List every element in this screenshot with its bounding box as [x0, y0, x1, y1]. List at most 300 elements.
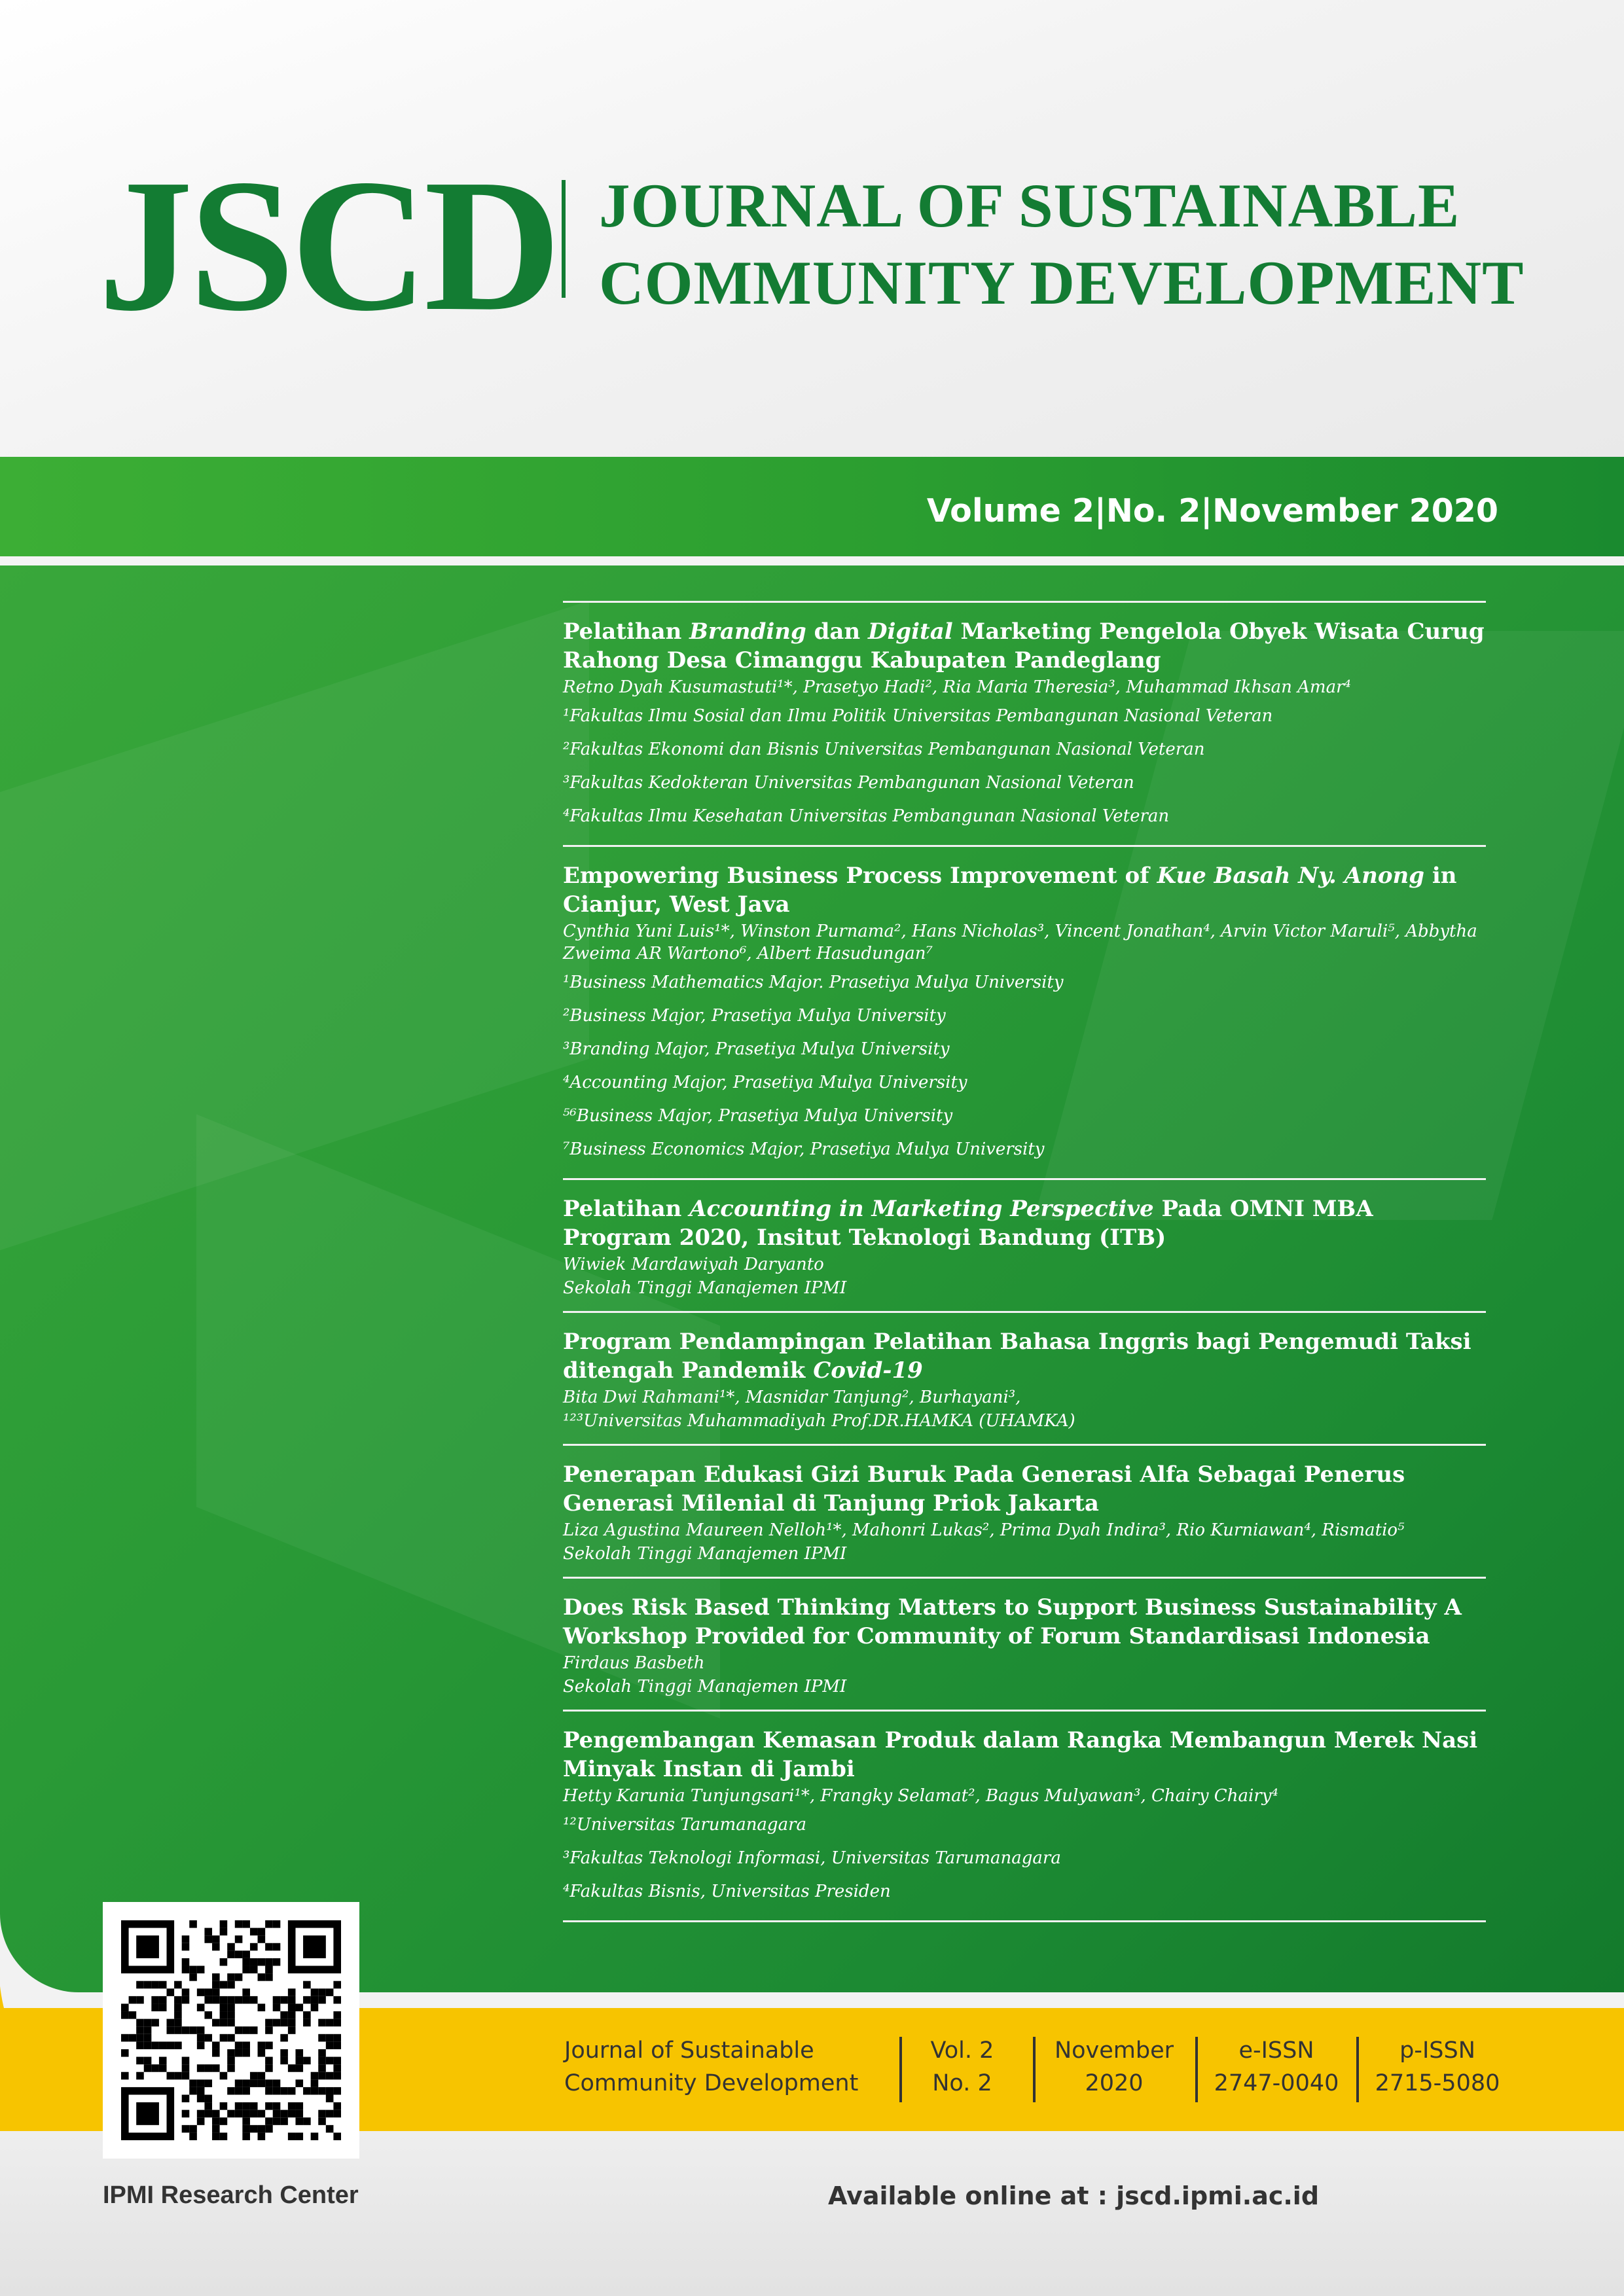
- qr-module: [197, 2026, 205, 2034]
- qr-module: [235, 2026, 243, 2034]
- qr-module: [227, 2034, 235, 2042]
- footer-divider: [1195, 2037, 1198, 2102]
- qr-module: [258, 1958, 266, 1966]
- footer-date: [1042, 2034, 1186, 2100]
- qr-module: [318, 2019, 326, 2027]
- footer-eissn-value: 2747-0040: [1214, 2070, 1339, 2096]
- qr-module: [242, 2110, 250, 2118]
- qr-module: [197, 2117, 205, 2125]
- qr-module: [273, 2079, 281, 2087]
- qr-module: [227, 2019, 235, 2027]
- journal-logo: JSCD: [98, 140, 558, 350]
- qr-module: [311, 2072, 319, 2080]
- qr-finder-core: [303, 1935, 326, 1958]
- qr-module: [227, 2011, 235, 2019]
- footer-pissn-value: 2715-5080: [1375, 2070, 1500, 2096]
- qr-module: [235, 1996, 243, 2004]
- qr-module: [159, 2041, 167, 2049]
- qr-module: [265, 2125, 273, 2133]
- qr-module: [182, 2125, 190, 2133]
- qr-module: [288, 2011, 296, 2019]
- qr-module: [167, 1988, 175, 1996]
- qr-module: [280, 2011, 288, 2019]
- qr-module: [333, 2110, 341, 2118]
- qr-module: [227, 2064, 235, 2072]
- footer-journal-line2: Community Development: [564, 2070, 859, 2096]
- qr-module: [333, 2072, 341, 2080]
- article-entry: [563, 1446, 1486, 1577]
- qr-module: [326, 2034, 334, 2042]
- qr-module: [288, 2132, 296, 2140]
- qr-module: [250, 1928, 258, 1936]
- qr-module: [227, 1996, 235, 2004]
- qr-module: [197, 2087, 205, 2095]
- qr-module: [182, 2094, 190, 2102]
- article-entry: [563, 1579, 1486, 1710]
- qr-module: [129, 1996, 137, 2004]
- qr-module: [220, 1996, 228, 2004]
- qr-module: [174, 2026, 182, 2034]
- qr-module: [333, 1981, 341, 1989]
- qr-module: [333, 2034, 341, 2042]
- qr-module: [220, 2072, 228, 2080]
- article-affiliation: ²Fakultas Ekonomi dan Bisnis Universitas Pembangunan Nasional Veteran: [563, 740, 1205, 759]
- qr-module: [295, 2079, 303, 2087]
- qr-module: [242, 2026, 250, 2034]
- qr-module: [250, 1966, 258, 1974]
- qr-module: [311, 2079, 319, 2087]
- article-affiliation: ⁷Business Economics Major, Prasetiya Mulya University: [563, 1139, 1045, 1159]
- qr-module: [144, 1981, 152, 1989]
- qr-module: [250, 2072, 258, 2080]
- qr-module: [204, 2011, 212, 2019]
- qr-module: [311, 2132, 319, 2140]
- qr-module: [242, 1958, 250, 1966]
- qr-module: [326, 1988, 334, 1996]
- qr-module: [258, 2125, 266, 2133]
- qr-module: [220, 2034, 228, 2042]
- qr-module: [212, 1935, 220, 1943]
- qr-module: [288, 2087, 296, 2095]
- qr-module: [212, 1988, 220, 1996]
- qr-module: [295, 2102, 303, 2110]
- qr-module: [333, 2057, 341, 2065]
- qr-module: [151, 2019, 159, 2027]
- qr-module: [212, 1996, 220, 2004]
- article-affiliation: ²Business Major, Prasetiya Mulya University: [563, 1006, 946, 1026]
- article-authors: Bita Dwi Rahmani¹*, Masnidar Tanjung², Burhayani³,: [563, 1388, 1021, 1407]
- qr-module: [265, 2019, 273, 2027]
- qr-module: [311, 1988, 319, 1996]
- qr-module: [227, 2057, 235, 2065]
- article-title-part: Branding: [689, 619, 806, 645]
- qr-module: [258, 2072, 266, 2080]
- qr-module: [182, 1958, 190, 1966]
- article-affiliation: ⁴Accounting Major, Prasetiya Mulya University: [563, 1073, 967, 1092]
- footer-volume: [910, 2034, 1015, 2100]
- qr-finder-core: [136, 2102, 159, 2125]
- qr-module: [333, 2019, 341, 2027]
- article-title-part: Pelatihan: [563, 1196, 690, 1222]
- publisher-name: IPMI Research Center: [103, 2181, 359, 2209]
- qr-module: [197, 2041, 205, 2049]
- qr-module: [318, 2087, 326, 2095]
- article-affiliation: ⁴Fakultas Bisnis, Universitas Presiden: [563, 1882, 891, 1901]
- qr-module: [159, 1981, 167, 1989]
- qr-module: [227, 1981, 235, 1989]
- qr-module: [318, 2072, 326, 2080]
- table-of-contents: [563, 601, 1486, 1922]
- qr-module: [295, 2003, 303, 2011]
- qr-module: [159, 2064, 167, 2072]
- qr-module: [189, 1973, 197, 1981]
- qr-module: [121, 2034, 129, 2042]
- article-authors: Wiwiek Mardawiyah Daryanto: [563, 1255, 824, 1274]
- qr-module: [288, 2026, 296, 2034]
- qr-module: [197, 1988, 205, 1996]
- toc-divider: [563, 1920, 1486, 1922]
- journal-name: [599, 167, 1524, 321]
- qr-module: [265, 2117, 273, 2125]
- qr-module: [174, 1996, 182, 2004]
- qr-module: [250, 2079, 258, 2087]
- qr-module: [220, 1981, 228, 1989]
- qr-module: [318, 1988, 326, 1996]
- qr-module: [333, 1996, 341, 2004]
- qr-module: [197, 2003, 205, 2011]
- qr-module: [121, 2049, 129, 2057]
- qr-module: [182, 1943, 190, 1951]
- article-entry: [563, 1712, 1486, 1920]
- article-affiliation: ⁵⁶Business Major, Prasetiya Mulya University: [563, 1106, 953, 1126]
- qr-module: [144, 2064, 152, 2072]
- qr-module: [280, 2057, 288, 2065]
- qr-module: [159, 2057, 167, 2065]
- qr-module: [242, 1966, 250, 1974]
- qr-module: [235, 2041, 243, 2049]
- qr-module: [174, 2019, 182, 2027]
- qr-module: [227, 2110, 235, 2118]
- article-title-part: in Cianjur, West Java: [563, 863, 1457, 918]
- qr-module: [258, 2110, 266, 2118]
- qr-module: [136, 2057, 144, 2065]
- qr-module: [189, 2026, 197, 2034]
- qr-module: [235, 1935, 243, 1943]
- article-title-part: Kue Basah Ny. Anong: [1157, 863, 1425, 889]
- qr-module: [273, 2087, 281, 2095]
- article-title[interactable]: [563, 861, 1486, 919]
- qr-module: [311, 1996, 319, 2004]
- qr-module: [280, 2117, 288, 2125]
- qr-module: [220, 1958, 228, 1966]
- qr-module: [197, 2110, 205, 2118]
- journal-name-line1: JOURNAL OF SUSTAINABLE: [599, 171, 1460, 240]
- qr-module: [189, 1966, 197, 1974]
- qr-module: [212, 1981, 220, 1989]
- qr-module: [151, 2003, 159, 2011]
- qr-module: [295, 2132, 303, 2140]
- qr-module: [212, 2125, 220, 2133]
- qr-module: [265, 2079, 273, 2087]
- qr-module: [273, 1996, 281, 2004]
- qr-module: [273, 2019, 281, 2027]
- qr-module: [250, 1943, 258, 1951]
- qr-module: [235, 1920, 243, 1928]
- qr-module: [265, 1958, 273, 1966]
- qr-module: [326, 2110, 334, 2118]
- qr-module: [121, 2003, 129, 2011]
- footer-no: No. 2: [932, 2070, 992, 2096]
- qr-module: [265, 2064, 273, 2072]
- online-url[interactable]: Available online at : jscd.ipmi.ac.id: [828, 2181, 1320, 2210]
- article-title[interactable]: [563, 617, 1486, 675]
- qr-module: [167, 2072, 175, 2080]
- qr-module: [204, 1928, 212, 1936]
- qr-module: [167, 2041, 175, 2049]
- qr-module: [189, 2132, 197, 2140]
- qr-module: [326, 2057, 334, 2065]
- qr-module: [265, 2026, 273, 2034]
- qr-module: [220, 2117, 228, 2125]
- qr-module: [303, 2117, 311, 2125]
- qr-module: [333, 2102, 341, 2110]
- qr-code-image: [121, 1920, 341, 2140]
- qr-module: [318, 2064, 326, 2072]
- article-title-part: Empowering Business Process Improvement of: [563, 863, 1157, 889]
- article-title-part: Program Pendampingan Pelatihan Bahasa Inggris bagi Pengemudi Taksi ditengah Pandemik: [563, 1329, 1471, 1384]
- qr-module: [197, 2064, 205, 2072]
- footer-journal-line1: Journal of Sustainable: [564, 2037, 814, 2064]
- qr-module: [220, 1928, 228, 1936]
- qr-module: [273, 1920, 281, 1928]
- qr-module: [242, 1920, 250, 1928]
- qr-module: [189, 1920, 197, 1928]
- qr-module: [295, 2049, 303, 2057]
- article-affiliation: ¹²³Universitas Muhammadiyah Prof.DR.HAMKA (UHAMKA): [563, 1411, 1075, 1431]
- qr-module: [174, 2041, 182, 2049]
- journal-name-line2: COMMUNITY DEVELOPMENT: [599, 248, 1525, 317]
- qr-module: [265, 1943, 273, 1951]
- footer-vol: Vol. 2: [930, 2037, 994, 2064]
- qr-module: [204, 2110, 212, 2118]
- qr-module: [227, 2003, 235, 2011]
- article-authors: Cynthia Yuni Luis¹*, Winston Purnama², Hans Nicholas³, Vincent Jonathan⁴, Arvin Victor Maruli⁵, Abbytha Zweima AR Wartono⁶, Albert Hasudungan⁷: [563, 922, 1477, 963]
- article-affiliation: ¹Fakultas Ilmu Sosial dan Ilmu Politik Universitas Pembangunan Nasional Veteran: [563, 706, 1273, 726]
- qr-module: [326, 2087, 334, 2095]
- footer-year: 2020: [1085, 2070, 1144, 2096]
- article-title[interactable]: [563, 1726, 1486, 1784]
- qr-module: [235, 2110, 243, 2118]
- qr-module: [182, 1966, 190, 1974]
- article-authors: Liza Agustina Maureen Nelloh¹*, Mahonri Lukas², Prima Dyah Indira³, Rio Kurniawan⁴, Rismatio⁵: [563, 1520, 1405, 1540]
- article-entry: [563, 603, 1486, 845]
- qr-module: [144, 2057, 152, 2065]
- qr-module: [265, 1973, 273, 1981]
- qr-module: [167, 2019, 175, 2027]
- qr-module: [318, 2049, 326, 2057]
- qr-module: [159, 1996, 167, 2004]
- qr-module: [273, 2117, 281, 2125]
- qr-module: [250, 2110, 258, 2118]
- qr-module: [235, 2102, 243, 2110]
- qr-module: [220, 1920, 228, 1928]
- qr-module: [144, 2041, 152, 2049]
- qr-module: [136, 2072, 144, 2080]
- qr-module: [129, 2034, 137, 2042]
- qr-module: [144, 2026, 152, 2034]
- qr-module: [258, 2041, 266, 2049]
- qr-module: [151, 2064, 159, 2072]
- article-affiliation: ³Fakultas Teknologi Informasi, Universitas Tarumanagara: [563, 1848, 1061, 1868]
- qr-module: [220, 2102, 228, 2110]
- qr-module: [326, 2019, 334, 2027]
- qr-module: [288, 2003, 296, 2011]
- article-title-part: Pengembangan Kemasan Produk dalam Rangka Membangun Merek Nasi Minyak Instan di Jambi: [563, 1727, 1478, 1782]
- qr-module: [182, 2072, 190, 2080]
- article-title[interactable]: [563, 1327, 1486, 1385]
- qr-module: [295, 2117, 303, 2125]
- qr-module: [273, 2110, 281, 2118]
- qr-module: [326, 2072, 334, 2080]
- qr-module: [204, 2064, 212, 2072]
- qr-module: [227, 1943, 235, 1951]
- qr-module: [280, 2034, 288, 2042]
- qr-module: [273, 1958, 281, 1966]
- qr-module: [295, 2110, 303, 2118]
- qr-module: [121, 2011, 129, 2019]
- qr-module: [273, 2102, 281, 2110]
- qr-module: [318, 2110, 326, 2118]
- qr-module: [182, 2026, 190, 2034]
- volume-info: Volume 2|No. 2|November 2020: [926, 492, 1498, 529]
- qr-module: [144, 2034, 152, 2042]
- qr-module: [204, 2079, 212, 2087]
- qr-module: [265, 2087, 273, 2095]
- footer-pissn-label: p-ISSN: [1399, 2037, 1475, 2064]
- qr-module: [212, 2064, 220, 2072]
- qr-module: [189, 2087, 197, 2095]
- qr-module: [265, 2102, 273, 2110]
- qr-module: [189, 2125, 197, 2133]
- qr-module: [288, 2064, 296, 2072]
- qr-module: [204, 2094, 212, 2102]
- qr-module: [265, 2041, 273, 2049]
- qr-module: [273, 2003, 281, 2011]
- qr-module: [242, 1950, 250, 1958]
- qr-module: [250, 1958, 258, 1966]
- qr-module: [204, 2102, 212, 2110]
- qr-module: [242, 2041, 250, 2049]
- qr-module: [212, 2049, 220, 2057]
- footer-eissn-label: e-ISSN: [1238, 2037, 1314, 2064]
- article-title-part: Covid-19: [813, 1357, 923, 1384]
- article-entry: [563, 847, 1486, 1178]
- qr-module: [318, 2117, 326, 2125]
- qr-module: [333, 2087, 341, 2095]
- qr-module: [212, 2041, 220, 2049]
- article-affiliation: ³Branding Major, Prasetiya Mulya University: [563, 1039, 950, 1059]
- qr-module: [136, 2041, 144, 2049]
- qr-module: [189, 2079, 197, 2087]
- qr-module: [212, 1943, 220, 1951]
- qr-module: [258, 1928, 266, 1936]
- qr-module: [121, 2072, 129, 2080]
- qr-module: [136, 1996, 144, 2004]
- qr-module: [174, 2011, 182, 2019]
- qr-module: [318, 2057, 326, 2065]
- qr-module: [182, 2110, 190, 2118]
- qr-module: [303, 2019, 311, 2027]
- qr-module: [265, 1966, 273, 1974]
- qr-module: [235, 1950, 243, 1958]
- qr-module: [212, 2117, 220, 2125]
- qr-finder-core: [136, 1935, 159, 1958]
- qr-module: [212, 2110, 220, 2118]
- qr-module: [227, 1973, 235, 1981]
- qr-module: [265, 1920, 273, 1928]
- qr-module: [227, 2049, 235, 2057]
- qr-module: [250, 1996, 258, 2004]
- article-affiliation: Sekolah Tinggi Manajemen IPMI: [563, 1278, 847, 1298]
- qr-module: [144, 2019, 152, 2027]
- article-entry: [563, 1180, 1486, 1311]
- article-affiliation: ³Fakultas Kedokteran Universitas Pembangunan Nasional Veteran: [563, 773, 1134, 793]
- article-title-part: Pada OMNI MBA Program 2020, Insitut Teknologi Bandung (ITB): [563, 1196, 1373, 1251]
- qr-module: [174, 2003, 182, 2011]
- qr-module: [220, 2132, 228, 2140]
- qr-module: [227, 2087, 235, 2095]
- footer-pissn: [1365, 2034, 1509, 2100]
- qr-module: [242, 1996, 250, 2004]
- article-title[interactable]: [563, 1194, 1486, 1252]
- footer-divider: [1356, 2037, 1359, 2102]
- article-title-part: Digital: [867, 619, 953, 645]
- qr-module: [235, 2079, 243, 2087]
- qr-module: [197, 2034, 205, 2042]
- article-affiliation: ¹²Universitas Tarumanagara: [563, 1815, 807, 1835]
- qr-module: [182, 1935, 190, 1943]
- qr-module: [295, 2064, 303, 2072]
- qr-module: [303, 2011, 311, 2019]
- qr-code[interactable]: [103, 1902, 359, 2159]
- qr-module: [204, 1935, 212, 1943]
- article-affiliation: ¹Business Mathematics Major. Prasetiya Mulya University: [563, 973, 1064, 992]
- qr-module: [167, 2026, 175, 2034]
- article-title-part: dan: [806, 619, 868, 645]
- qr-module: [326, 2094, 334, 2102]
- qr-module: [318, 1996, 326, 2004]
- qr-module: [250, 2125, 258, 2133]
- qr-module: [258, 2079, 266, 2087]
- qr-module: [136, 1981, 144, 1989]
- footer-divider: [899, 2037, 902, 2102]
- article-title-part: Accounting in Marketing Perspective: [689, 1196, 1154, 1222]
- qr-module: [220, 2003, 228, 2011]
- qr-module: [220, 2011, 228, 2019]
- article-title[interactable]: [563, 1460, 1486, 1518]
- qr-module: [151, 1996, 159, 2004]
- qr-module: [258, 1935, 266, 1943]
- qr-module: [258, 2049, 266, 2057]
- article-title[interactable]: [563, 1593, 1486, 1651]
- qr-module: [280, 2019, 288, 2027]
- qr-module: [242, 2102, 250, 2110]
- qr-module: [242, 2125, 250, 2133]
- article-entry: [563, 1313, 1486, 1444]
- qr-module: [212, 2019, 220, 2027]
- qr-module: [242, 2117, 250, 2125]
- qr-module: [288, 1988, 296, 1996]
